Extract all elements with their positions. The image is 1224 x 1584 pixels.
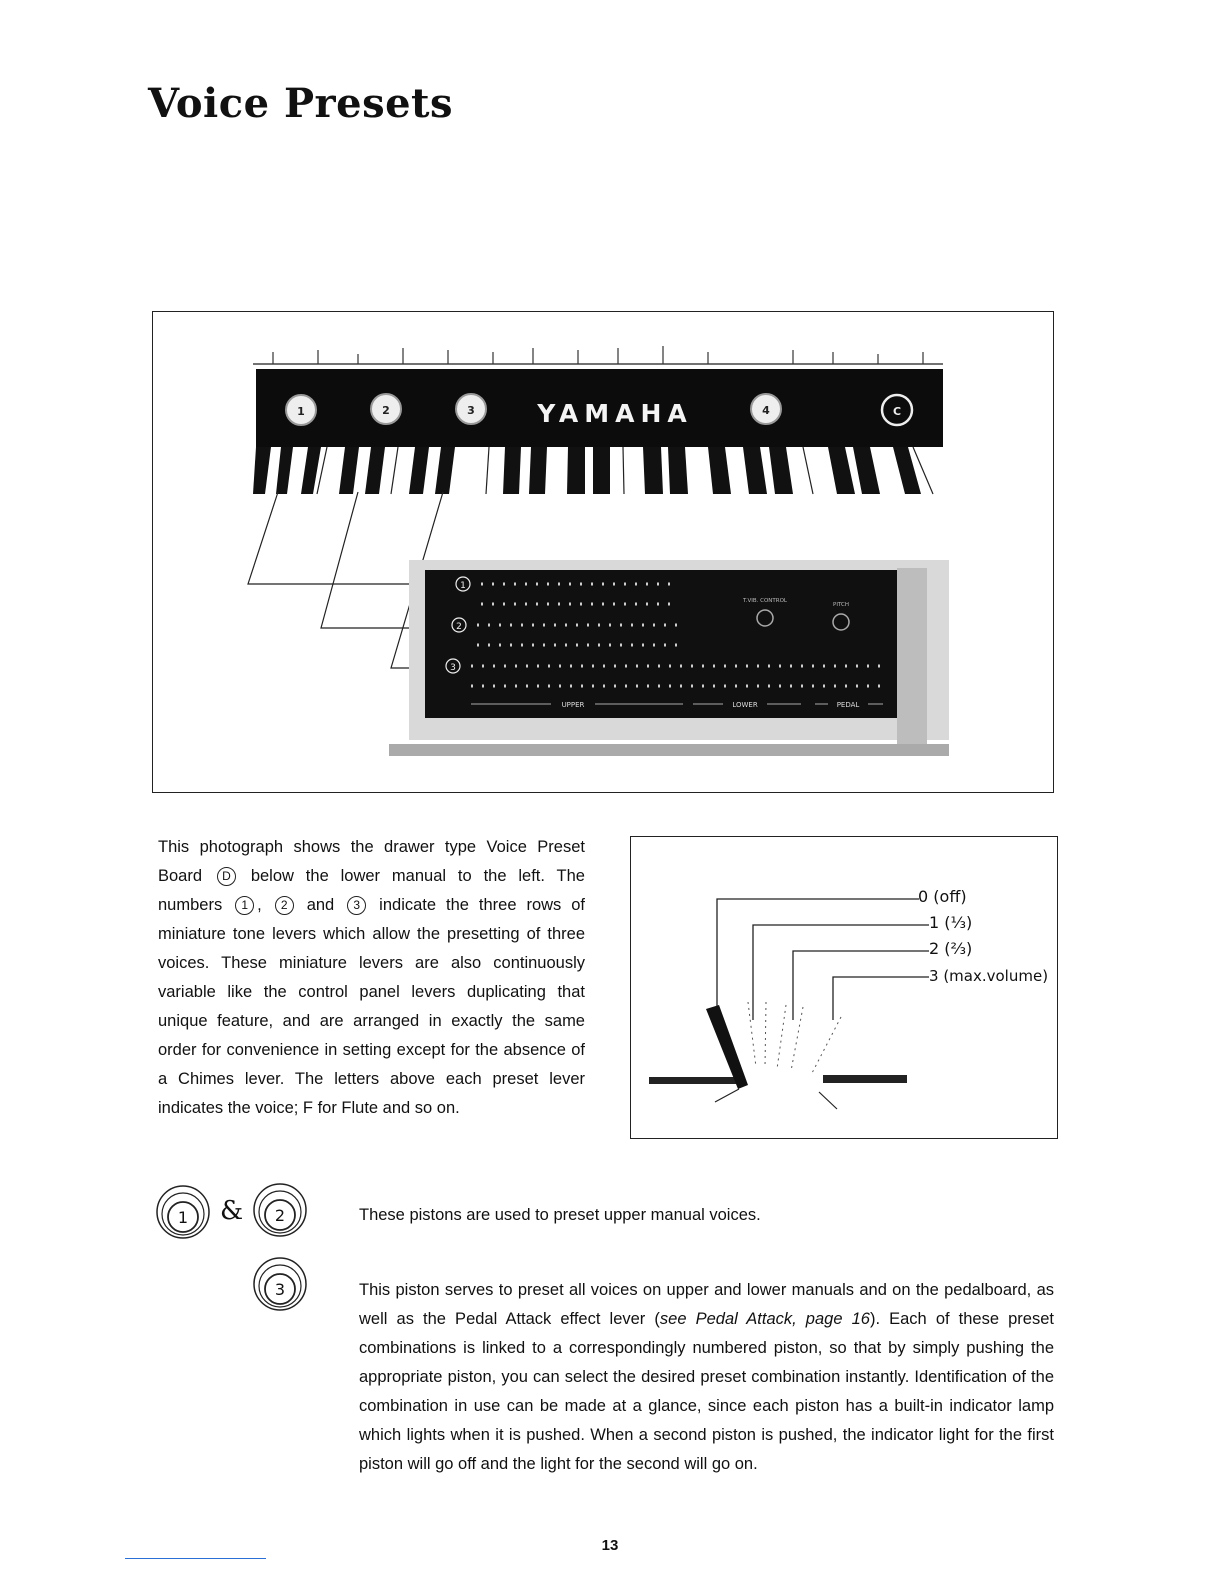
row-marker-2: 2 xyxy=(456,622,462,632)
position-1-value: 1 xyxy=(929,913,940,932)
yamaha-logo: YAMAHA xyxy=(537,399,693,428)
piston-3-text-a: This piston serves to preset all voices on upper and lower manuals and on the pedalboard, as well as the Pedal Attack effect lever ( xyxy=(359,1281,1054,1328)
piston-1-number: 1 xyxy=(297,405,305,418)
position-0-note: (off) xyxy=(933,887,967,906)
piston-3-icon xyxy=(251,1256,309,1312)
organ-photo-drawing xyxy=(153,312,1054,793)
and-word: and xyxy=(306,896,335,914)
lever-position-3 xyxy=(929,967,1048,985)
manual-keys xyxy=(253,447,921,494)
ampersand: & xyxy=(220,1196,244,1226)
piston-2-number: 2 xyxy=(382,404,390,417)
piston-2-icon xyxy=(251,1182,309,1238)
preset-board xyxy=(425,570,909,718)
description-body: indicate the three rows of miniature tone levers which allow the presetting of three voices. These miniature levers are also continuously variable like the control panel levers duplicating that unique feature, and are arranged in exactly the same order for convenience in setting except for the absence of a Chimes lever. The letters above each preset lever indicates the voice; F for Flute and so on. xyxy=(158,896,586,1117)
row-marker-1: 1 xyxy=(460,581,466,591)
position-1-note: (⅓) xyxy=(944,913,973,932)
row-marker-3: 3 xyxy=(450,663,456,673)
lever-diagram-drawing xyxy=(631,837,1058,1139)
circled-3-label: 3 xyxy=(347,896,366,915)
circled-d-label: D xyxy=(217,867,236,886)
piston-3-number: 3 xyxy=(467,404,475,417)
pistons-upper-text: These pistons are used to preset upper manual voices. xyxy=(359,1206,761,1224)
piston-1-icon-number: 1 xyxy=(177,1208,189,1227)
footer-rule xyxy=(125,1558,266,1559)
piston-3-paragraph xyxy=(359,1276,1054,1479)
section-label-lower: LOWER xyxy=(732,701,758,709)
lever-position-2 xyxy=(929,939,972,958)
description-numbers-lead: below the lower manual to the left. The numbers xyxy=(158,867,585,914)
comma-separator: , xyxy=(257,896,262,914)
page-number: 13 xyxy=(601,1537,619,1554)
circled-1-label: 1 xyxy=(235,896,254,915)
position-3-note: (max.volume) xyxy=(943,967,1049,985)
piston-3-icon-number: 3 xyxy=(274,1280,286,1299)
description-intro: This photograph shows the drawer type Voice Preset Board xyxy=(158,838,585,885)
page-title: Voice Presets xyxy=(148,80,454,127)
knob-label-pitch: PITCH xyxy=(833,602,849,608)
lever-position-diagram xyxy=(630,836,1058,1139)
position-2-note: (⅔) xyxy=(944,939,973,958)
piston-2-icon-number: 2 xyxy=(274,1206,286,1225)
organ-photo xyxy=(152,311,1054,793)
lever-position-1 xyxy=(929,913,972,932)
lever-position-0 xyxy=(918,887,967,906)
piston-1-icon xyxy=(154,1184,212,1240)
circled-2-label: 2 xyxy=(275,896,294,915)
position-3-value: 3 xyxy=(929,967,939,985)
section-label-upper: UPPER xyxy=(561,701,585,709)
position-0-value: 0 xyxy=(918,887,929,906)
lever-drawing xyxy=(706,1005,748,1089)
pedal-attack-reference: see Pedal Attack, page 16 xyxy=(659,1310,870,1328)
description-paragraph xyxy=(158,833,585,1123)
position-2-value: 2 xyxy=(929,939,940,958)
knob-label-tvib: T.VIB. CONTROL xyxy=(743,598,787,604)
piston-3-text-b: ). Each of these preset combinations is linked to a correspondingly numbered piston, so that by simply pushing the appropriate piston, you can select the desired preset combination instantly. Identification of the combination in use can be made at a glance, since each piston has a built-in indicator lamp which lights when it is pushed. When a second piston is pushed, the indicator light for the first piston will go off and the light for the second will go on. xyxy=(359,1310,1054,1473)
piston-4-number: 4 xyxy=(762,404,770,417)
section-label-pedal: PEDAL xyxy=(836,701,860,709)
piston-c-letter: C xyxy=(892,405,902,418)
